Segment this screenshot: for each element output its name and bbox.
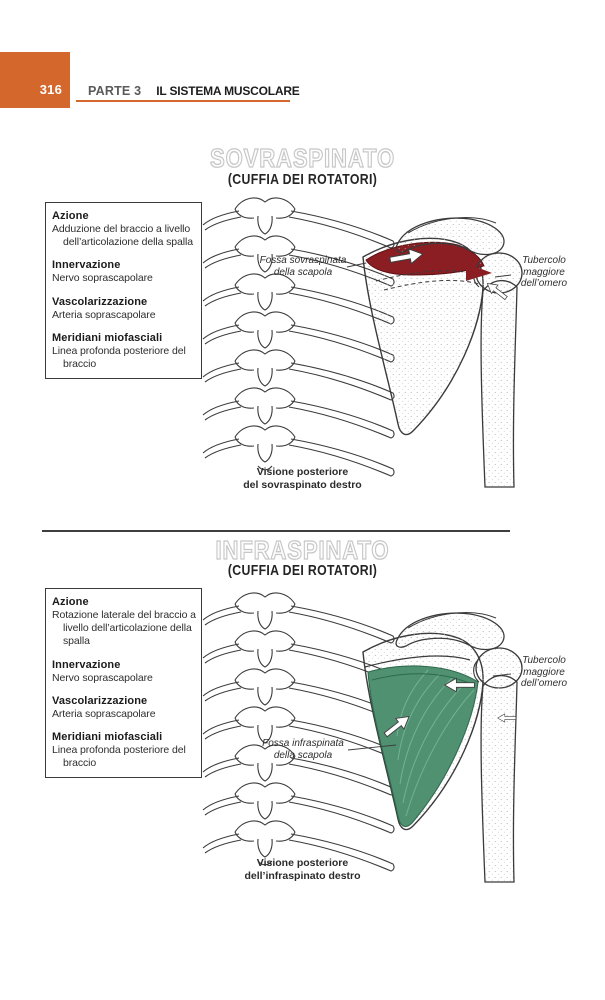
vertebral-column-and-ribs bbox=[203, 198, 394, 476]
info-heading-meridiani: Meridiani miofasciali bbox=[52, 331, 163, 344]
page-number: 316 bbox=[39, 82, 62, 97]
figure-infraspinato bbox=[200, 588, 585, 888]
figure-caption: Visione posteriore del sovraspinato destro bbox=[243, 466, 362, 491]
info-heading-innervazione: Innervazione bbox=[52, 259, 121, 272]
part-label: PARTE 3 bbox=[88, 84, 142, 98]
info-heading-meridiani: Meridiani miofasciali bbox=[52, 731, 163, 744]
header-rule bbox=[76, 100, 290, 102]
info-heading-vascolarizzazione: Vascolarizzazione bbox=[52, 694, 148, 707]
fossa-label: Fossa sovraspinata della scapola bbox=[259, 255, 347, 278]
info-text-azione: Rotazione laterale del braccio a livello dell’articolazione della spalla bbox=[52, 609, 196, 648]
info-heading-azione: Azione bbox=[52, 210, 89, 222]
running-header bbox=[88, 84, 300, 98]
fossa-label: Fossa infraspinata della scapola bbox=[262, 738, 344, 761]
figure-sovraspinato bbox=[200, 193, 585, 493]
figure-caption: Visione posteriore dell’infraspinato destro bbox=[244, 857, 361, 882]
info-text-innervazione: Nervo soprascapolare bbox=[52, 671, 153, 684]
info-box-sovraspinato bbox=[45, 202, 202, 379]
info-heading-innervazione: Innervazione bbox=[52, 658, 121, 671]
info-box-infraspinato bbox=[45, 588, 202, 778]
tubercolo-label: Tubercolo maggiore dell’omero bbox=[520, 655, 568, 689]
info-heading-azione: Azione bbox=[52, 596, 89, 608]
tubercolo-label: Tubercolo maggiore dell’omero bbox=[520, 255, 568, 289]
vertebral-column-and-ribs bbox=[203, 593, 394, 871]
info-text-azione: Adduzione del braccio a livello dell’articolazione della spalla bbox=[52, 223, 193, 249]
info-text-meridiani: Linea profonda posteriore del braccio bbox=[52, 744, 186, 770]
info-heading-vascolarizzazione: Vascolarizzazione bbox=[52, 295, 148, 308]
section-subtitle-sovraspinato: (CUFFIA DEI ROTATORI) bbox=[227, 171, 378, 188]
info-text-vascolarizzazione: Arteria soprascapolare bbox=[52, 308, 156, 321]
info-text-innervazione: Nervo soprascapolare bbox=[52, 272, 153, 285]
section-subtitle-infraspinato: (CUFFIA DEI ROTATORI) bbox=[227, 562, 378, 579]
section-title-infraspinato: INFRASPINATO bbox=[215, 535, 390, 565]
info-text-meridiani: Linea profonda posteriore del braccio bbox=[52, 344, 186, 371]
info-text-vascolarizzazione: Arteria soprascapolare bbox=[52, 707, 156, 720]
page-number-badge bbox=[0, 52, 70, 108]
anatomy-drawing-posterior-shoulder bbox=[200, 193, 585, 493]
section-title-sovraspinato: SOVRASPINATO bbox=[209, 143, 395, 173]
section-divider bbox=[42, 530, 510, 532]
part-title: IL SISTEMA MUSCOLARE bbox=[156, 84, 300, 98]
